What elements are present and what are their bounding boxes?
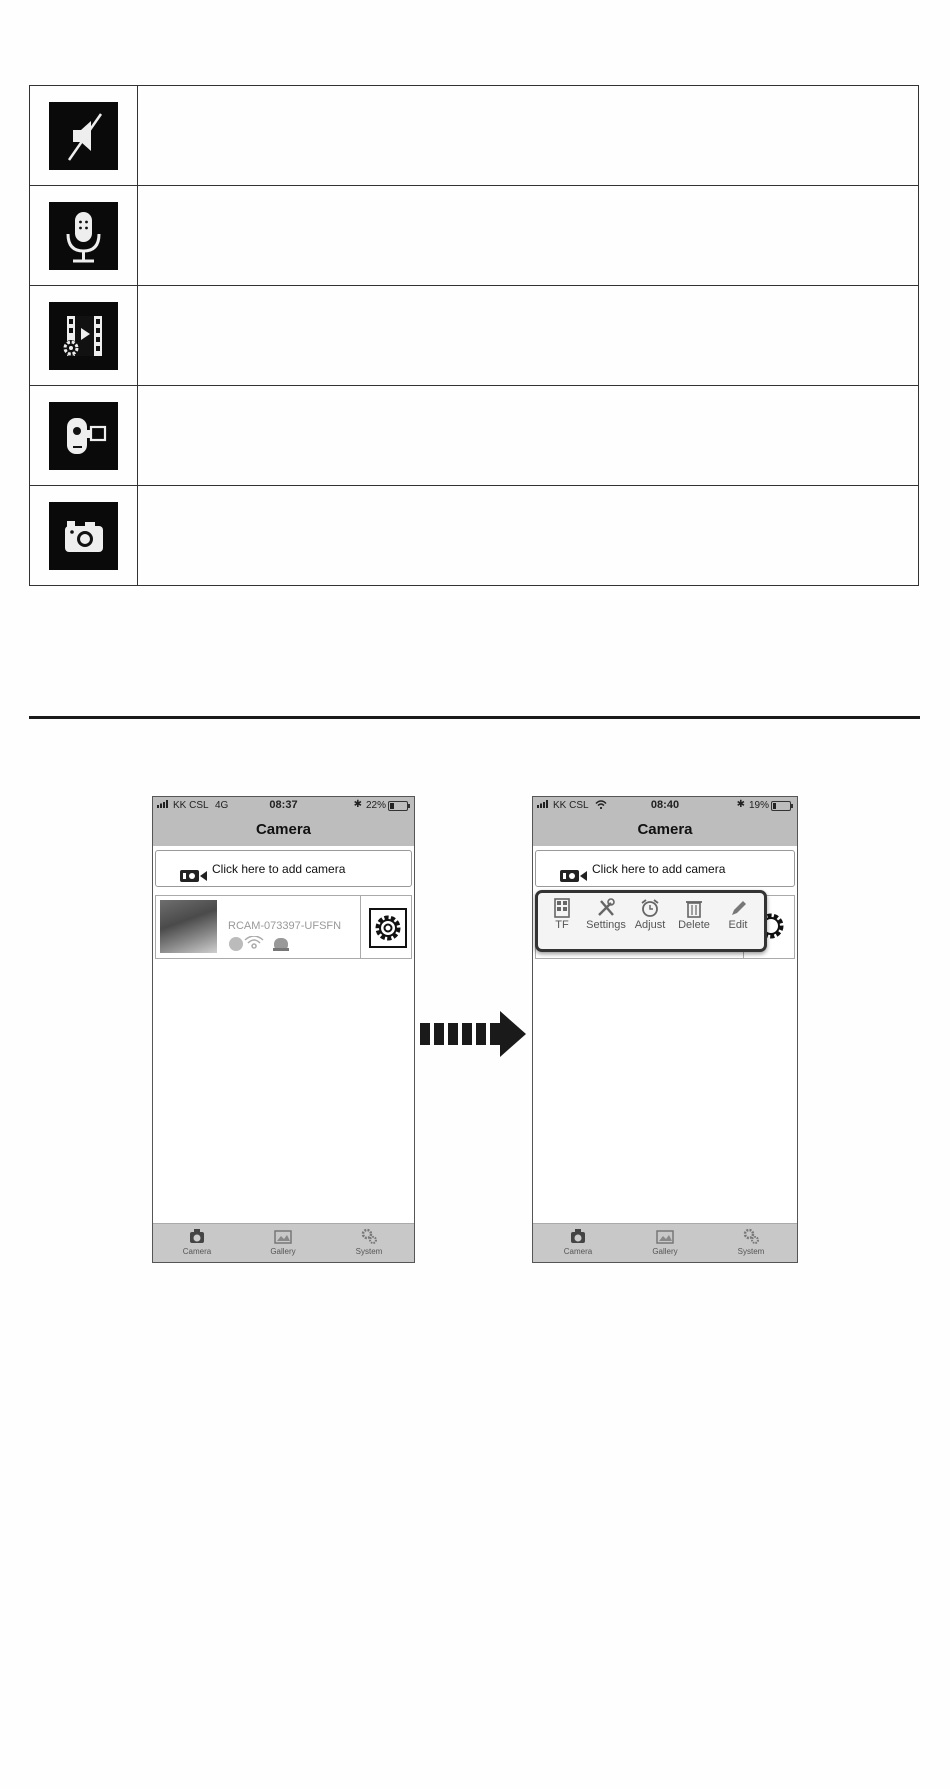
tab-system[interactable]: [721, 1228, 781, 1256]
menu-item-edit[interactable]: [716, 898, 760, 931]
menu-item-label: Edit: [728, 919, 748, 931]
status-bar: [533, 797, 797, 813]
row-description: [138, 486, 919, 586]
table-row: [30, 286, 919, 386]
section-divider: [29, 716, 920, 719]
tab-camera[interactable]: [548, 1228, 608, 1256]
table-row: [30, 486, 919, 586]
icon-legend-table: [29, 85, 919, 586]
page-title: Camera: [153, 813, 414, 846]
table-row: [30, 386, 919, 486]
status-bar: [153, 797, 414, 813]
table-row: [30, 86, 919, 186]
add-camera-button[interactable]: [535, 850, 795, 887]
menu-item-delete[interactable]: [672, 898, 716, 931]
menu-item-label: Delete: [678, 919, 710, 931]
alarm-clock-icon: [640, 898, 660, 918]
network-label: 4G: [215, 800, 229, 811]
tab-label: Camera: [182, 1247, 212, 1256]
pencil-icon: [728, 898, 748, 918]
menu-item-adjust[interactable]: [628, 898, 672, 931]
camera-icon: [188, 1228, 206, 1244]
battery-percent: 19%: [748, 800, 769, 811]
tab-label: Gallery: [270, 1247, 296, 1256]
speaker-mute-icon: [49, 102, 118, 170]
camera-icon: [569, 1228, 587, 1244]
carrier-label: KK CSL: [173, 800, 209, 811]
camera-status-icons: [228, 936, 298, 957]
menu-item-settings[interactable]: [584, 898, 628, 931]
table-row: [30, 186, 919, 286]
tab-label: System: [737, 1247, 765, 1256]
tab-label: Gallery: [652, 1247, 678, 1256]
gear-icon: [371, 910, 405, 946]
add-camera-label: Click here to add camera: [592, 862, 726, 876]
add-camera-button[interactable]: [155, 850, 412, 887]
battery-icon: [388, 801, 408, 811]
tab-gallery[interactable]: [635, 1228, 695, 1256]
menu-item-label: Settings: [586, 919, 626, 931]
video-playback-settings-icon: [49, 302, 118, 370]
tab-system[interactable]: [339, 1228, 399, 1256]
camera-name: RCAM-073397-UFSFN: [228, 920, 342, 932]
camera-thumbnail: [160, 900, 217, 953]
menu-item-tf[interactable]: [540, 898, 584, 931]
page-title: Camera: [533, 813, 797, 846]
battery-level: [390, 803, 394, 809]
sd-card-icon: [552, 898, 572, 918]
gears-icon: [360, 1228, 378, 1244]
clock: 08:40: [650, 799, 680, 811]
microphone-icon: [49, 202, 118, 270]
tools-icon: [596, 898, 616, 918]
row-description: [138, 286, 919, 386]
gallery-icon: [655, 1228, 675, 1244]
row-description: [138, 386, 919, 486]
tab-bar: [533, 1223, 797, 1262]
bluetooth-icon: ✱: [353, 799, 362, 810]
highlight-frame: [369, 908, 407, 948]
gears-icon: [742, 1228, 760, 1244]
row-description: [138, 186, 919, 286]
snapshot-camera-icon: [49, 502, 118, 570]
tab-camera[interactable]: [167, 1228, 227, 1256]
add-camera-label: Click here to add camera: [212, 862, 346, 876]
tab-bar: [153, 1223, 414, 1262]
tab-label: System: [355, 1247, 383, 1256]
camera-action-menu: [535, 890, 767, 952]
camera-list-item[interactable]: [155, 895, 412, 959]
tab-gallery[interactable]: [253, 1228, 313, 1256]
gallery-icon: [273, 1228, 293, 1244]
battery-level: [773, 803, 776, 809]
transition-arrow-icon: [420, 1011, 528, 1057]
clock: 08:37: [269, 799, 298, 811]
carrier-label: KK CSL: [553, 800, 589, 811]
video-camera-icon: [180, 861, 208, 897]
tab-label: Camera: [563, 1247, 593, 1256]
battery-icon: [771, 801, 791, 811]
menu-item-label: Adjust: [634, 919, 666, 931]
video-record-icon: [49, 402, 118, 470]
bluetooth-icon: ✱: [736, 799, 745, 810]
menu-item-label: TF: [555, 919, 569, 931]
phone-screenshot-after: [532, 796, 798, 1263]
battery-percent: 22%: [365, 800, 386, 811]
row-description: [138, 86, 919, 186]
camera-settings-button[interactable]: [360, 896, 411, 958]
trash-icon: [684, 898, 704, 918]
phone-screenshot-before: [152, 796, 415, 1263]
